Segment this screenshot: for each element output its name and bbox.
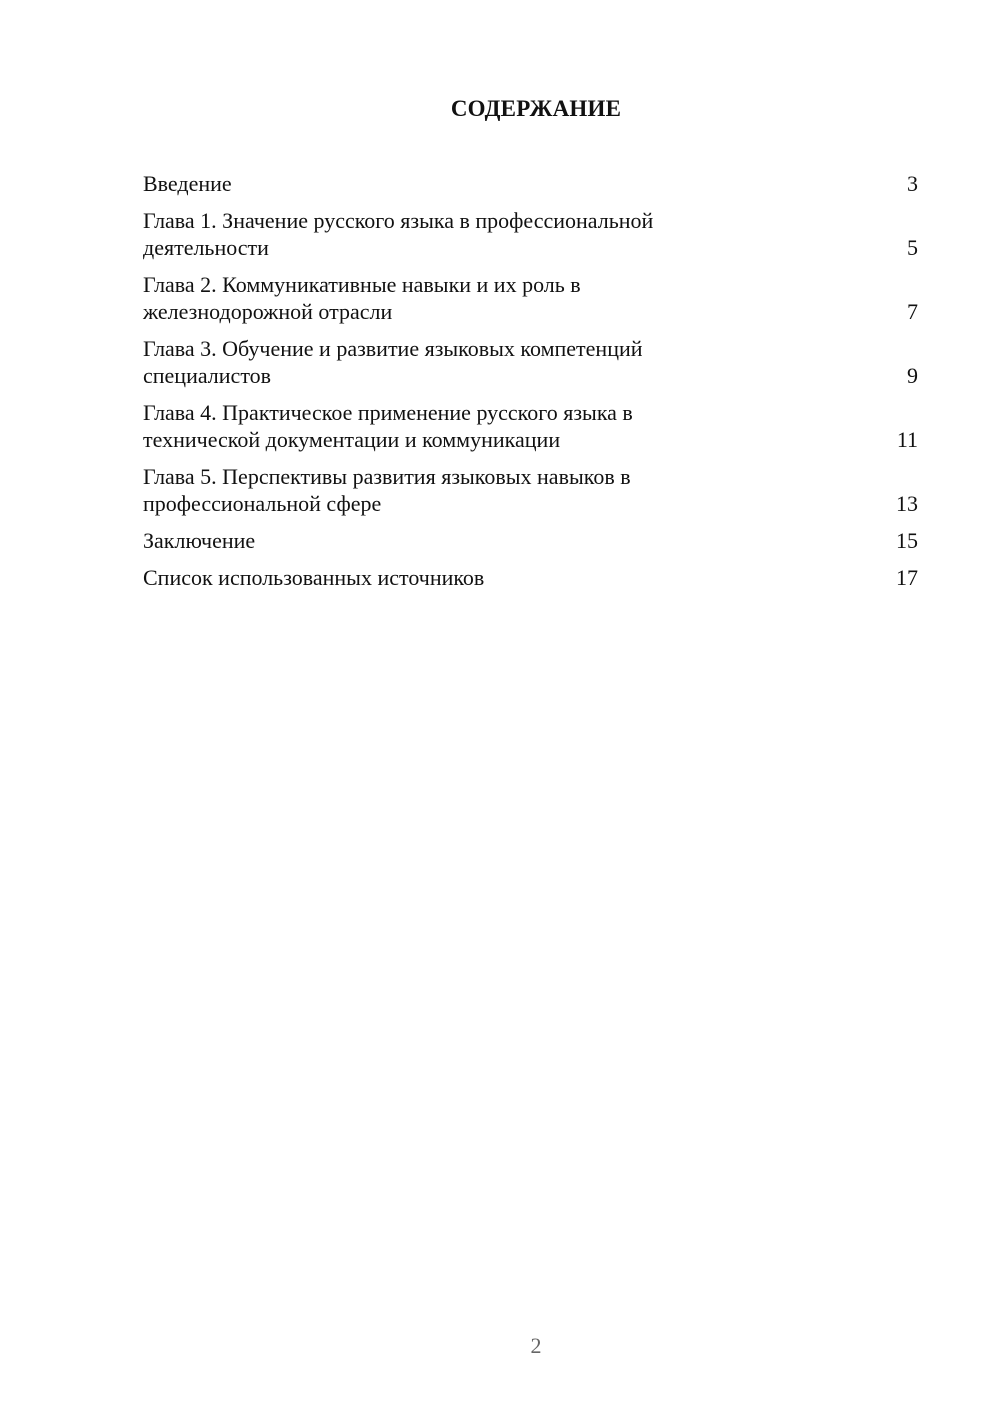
- toc-entry-page: 15: [896, 528, 918, 553]
- toc-entry-label: Глава 5. Перспективы развития языковых навыков в профессиональной сфере: [143, 464, 631, 516]
- page-number: 2: [530, 1333, 542, 1358]
- toc-entry-conclusion: [143, 527, 918, 554]
- toc-entry-label: Список использованных источников: [143, 565, 485, 590]
- toc-entry-page: 11: [896, 427, 918, 452]
- toc-entry-page: 17: [896, 565, 918, 590]
- toc-entry-label: Глава 1. Значение русского языка в профессиональной деятельности: [143, 208, 654, 260]
- table-of-contents: [143, 170, 918, 601]
- toc-entry-chapter-1: [143, 207, 918, 261]
- toc-entry-label: Глава 2. Коммуникативные навыки и их роль в железнодорожной отрасли: [143, 272, 581, 324]
- toc-entry-page: 13: [896, 491, 918, 516]
- toc-entry-chapter-3: [143, 335, 918, 389]
- toc-entry-page: 7: [907, 299, 918, 324]
- toc-entry-chapter-2: [143, 271, 918, 325]
- toc-entry-label: Глава 4. Практическое применение русского языка в технической документации и коммуникации: [143, 400, 633, 452]
- toc-entry-page: 5: [907, 235, 918, 260]
- toc-entry-label: Глава 3. Обучение и развитие языковых компетенций специалистов: [143, 336, 643, 388]
- toc-entry-chapter-5: [143, 463, 918, 517]
- toc-entry-page: 3: [907, 171, 918, 196]
- toc-entry-label: Заключение: [143, 528, 256, 553]
- toc-entry-page: 9: [907, 363, 918, 388]
- toc-entry-references: [143, 564, 918, 591]
- page-title: СОДЕРЖАНИЕ: [450, 96, 622, 121]
- toc-entry-label: Введение: [143, 171, 232, 196]
- toc-entry-chapter-4: [143, 399, 918, 453]
- toc-entry-introduction: [143, 170, 918, 197]
